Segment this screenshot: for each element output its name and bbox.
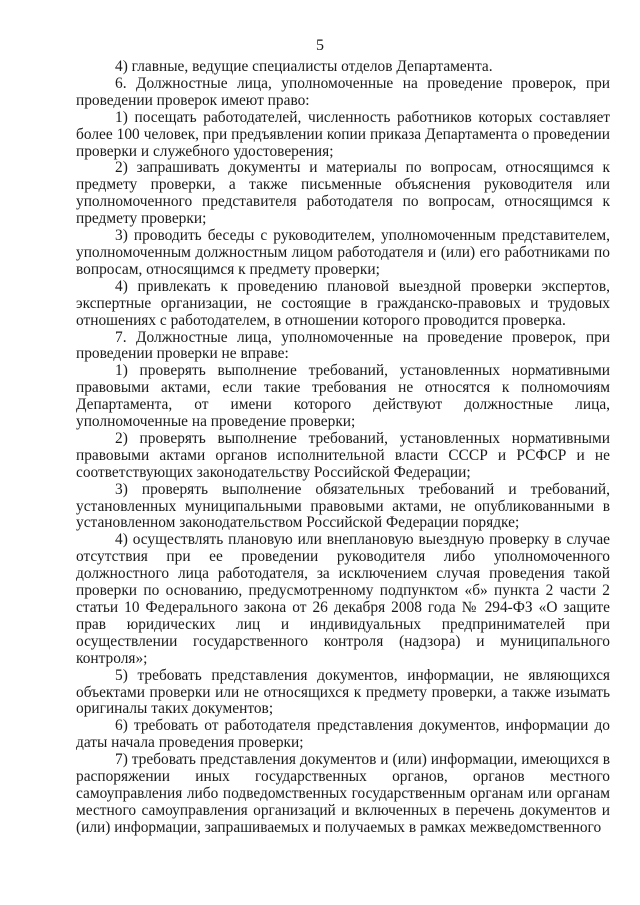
paragraph-prohibition-4: 4) осуществлять плановую или внеплановую выездную проверку в случае отсутствия при ее проведении руководителя либо уполномоченного должностного лица работодателя, за исключением случая проведения такой проверки по основанию, предусмотренному подпунктом «б» пункта 2 части 2 статьи 10 Федерального закона от 26 декабря 2008 года № 294-ФЗ «О защите прав юридических лиц и индивидуальных предпринимателей при осуществлении государственного контроля (надзора) и муниципального контроля»;: [76, 531, 610, 667]
paragraph-prohibition-1: 1) проверять выполнение требований, установленных нормативными правовыми актами, если такие требования не относятся к полномочиям Департамента, от имени которого действуют должностные лица, уполномоченные на проведение проверки;: [76, 362, 610, 431]
paragraph-prohibition-3: 3) проверять выполнение обязательных требований и требований, установленных муниципальными правовыми актами, не опубликованными в установленном законодательством Российской Федерации порядке;: [76, 480, 610, 532]
paragraph-right-3: 3) проводить беседы с руководителем, уполномоченным представителем, уполномоченным должностным лицом работодателя и (или) его работниками по вопросам, относящимся к предмету проверки;: [76, 227, 610, 278]
document-body: [76, 59, 610, 837]
paragraph-prohibition-7: 7) требовать представления документов и (или) информации, имеющихся в распоряжении иных государственных органов, органов местного самоуправления либо подведомственных государственным органам или органам местного самоуправления организаций и включенных в перечень документов и (или) информации, запрашиваемых и получаемых в рамках межведомственного: [76, 751, 610, 836]
paragraph-right-1: 1) посещать работодателей, численность работников которых составляет более 100 человек, при предъявлении копии приказа Департамента о проведении проверки и служебного удостоверения;: [76, 108, 610, 160]
paragraph-clause-7-heading: 7. Должностные лица, уполномоченные на проведение проверок, при проведении проверки не вправе:: [76, 328, 610, 363]
paragraph-prohibition-2: 2) проверять выполнение требований, установленных нормативными правовыми актами органов исполнительной власти СССР и РСФСР и не соответствующих законодательству Российской Федерации;: [76, 429, 610, 481]
paragraph-right-2: 2) запрашивать документы и материалы по вопросам, относящимся к предмету проверки, а также письменные объяснения руководителя или уполномоченного представителя работодателя по вопросам, относящимся к предмету проверки;: [76, 159, 610, 228]
paragraph-prohibition-5: 5) требовать представления документов, информации, не являющихся объектами проверки или не относящихся к предмету проверки, а также изымать оригиналы таких документов;: [76, 666, 610, 718]
page-number: 5: [316, 37, 324, 54]
paragraph-prohibition-6: 6) требовать от работодателя представления документов, информации до даты начала проведения проверки;: [76, 717, 610, 752]
paragraph-right-4: 4) привлекать к проведению плановой выездной проверки экспертов, экспертные организации, не состоящие в гражданско-правовых и трудовых отношениях с работодателем, в отношении которого проводится проверка.: [76, 277, 610, 329]
paragraph-clause-6-heading: 6. Должностные лица, уполномоченные на проведение проверок, при проведении проверок имеют право:: [76, 74, 610, 109]
paragraph-item-4-specialists: 4) главные, ведущие специалисты отделов Департамента.: [115, 58, 493, 75]
